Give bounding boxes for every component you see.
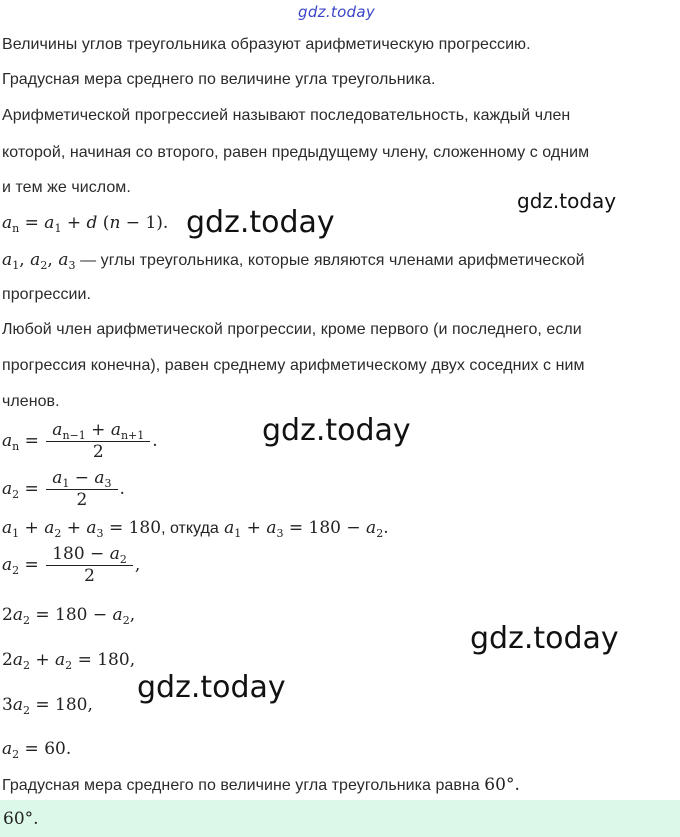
formula-a2-mean: $a_2$ = $\frac{a_1 - a_3}{2}$ . bbox=[2, 468, 125, 510]
definition-line-1: Арифметической прогрессией называют последовательность, каждый член bbox=[2, 107, 571, 124]
conclusion-line bbox=[2, 774, 520, 796]
definition-line-3: и тем же числом. bbox=[2, 179, 131, 196]
formula-a2-substituted: $a_2$ = $\frac{180 - a_2}{2}$ , bbox=[2, 544, 141, 586]
watermark-3: gdz.today bbox=[262, 413, 411, 448]
angles-line-2: прогрессии. bbox=[2, 286, 91, 303]
formula-mean-property: $a_n$ = $\frac{a_{n-1} + a_{n+1}}{2}$ . bbox=[2, 420, 158, 462]
property-line-3: членов. bbox=[2, 393, 60, 410]
formula-angle-sum: $a_1 + a_2 + a_3 = 180$, откуда $a_1 + a_3 = 180 - a_2$. bbox=[2, 518, 389, 540]
watermark-5: gdz.today bbox=[137, 670, 286, 705]
question-line: Градусная мера среднего по величине угла треугольника. bbox=[2, 71, 436, 88]
whence-word: , откуда bbox=[161, 520, 219, 537]
watermark-2: gdz.today bbox=[186, 205, 335, 240]
angles-terms: $a_1$, $a_2$, $a_3$ bbox=[2, 250, 76, 272]
property-line-2: прогрессия конечна), равен среднему арифметическому двух соседних с ним bbox=[2, 357, 585, 374]
watermark-1: gdz.today bbox=[517, 189, 617, 213]
answer-value: 60°. bbox=[3, 809, 39, 829]
equation-result: $a_2 = 60$. bbox=[2, 739, 72, 761]
equation-step-2: $2a_2 + a_2 = 180$, bbox=[2, 650, 136, 672]
condition-line: Величины углов треугольника образуют арифметическую прогрессию. bbox=[2, 36, 531, 53]
watermark-4: gdz.today bbox=[470, 621, 619, 656]
conclusion-value: 60°. bbox=[484, 775, 520, 795]
conclusion-text: Градусная мера среднего по величине угла треугольника равна bbox=[2, 777, 480, 794]
angles-text: — углы треугольника, которые являются членами арифметической bbox=[80, 252, 585, 269]
equation-step-1: $2a_2 = 180 - a_2$, bbox=[2, 605, 136, 627]
property-line-1: Любой член арифметической прогрессии, кроме первого (и последнего, если bbox=[2, 321, 582, 338]
answer-box bbox=[0, 800, 680, 837]
watermark-top: gdz.today bbox=[298, 3, 376, 21]
angles-line bbox=[2, 249, 585, 271]
definition-line-2: которой, начиная со второго, равен предыдущему члену, сложенному с одним bbox=[2, 144, 590, 161]
formula-general-term: $a_n = a_1 + d$ (n − 1). bbox=[2, 213, 169, 235]
equation-step-3: $3a_2 = 180$, bbox=[2, 695, 93, 717]
